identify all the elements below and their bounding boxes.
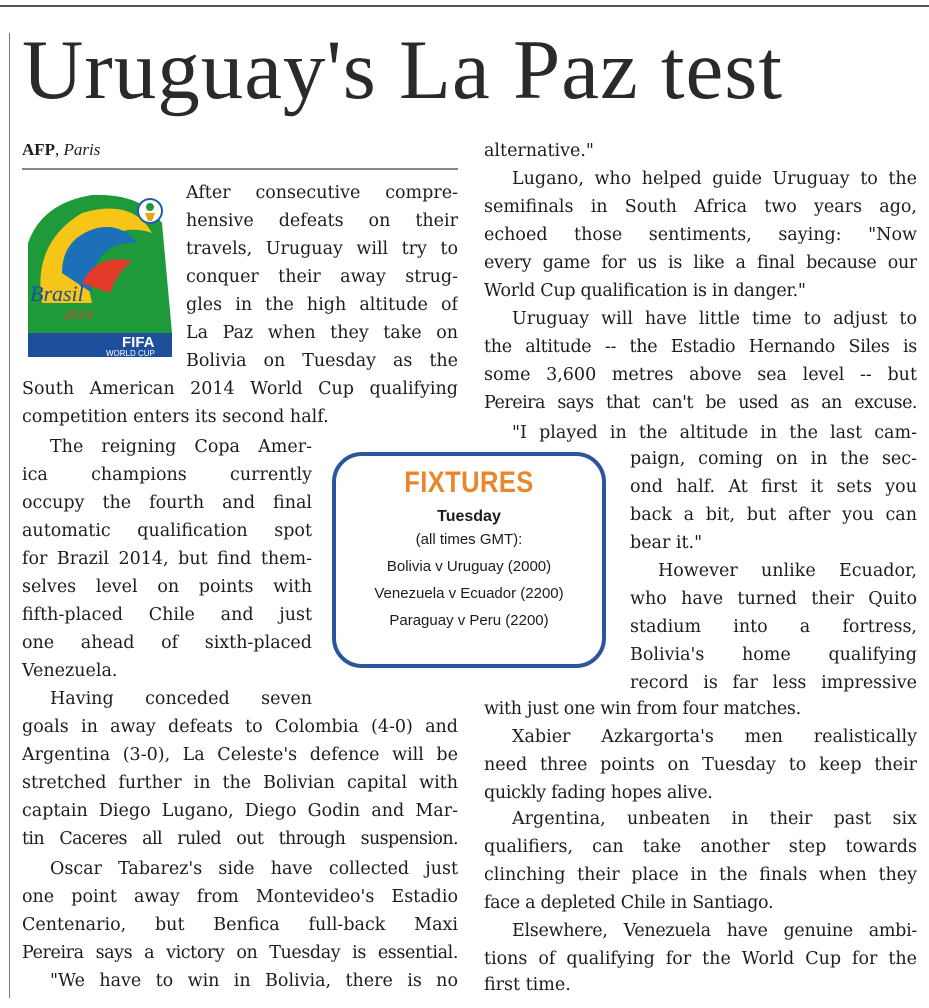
article-line: World Cup qualification is in danger." xyxy=(484,281,806,301)
headline: Uruguay's La Paz test xyxy=(22,23,783,117)
article-line: for Brazil 2014, but find them- xyxy=(22,549,312,569)
article-line: stretched further in the Bolivian capital with xyxy=(22,773,458,793)
article-line: who have turned their Quito xyxy=(630,589,917,609)
article-line: "We have to win in Bolivia, there is no xyxy=(50,971,458,991)
article-line: face a depleted Chile in Santiago. xyxy=(484,893,774,913)
article-line: one point away from Montevideo's Estadio xyxy=(22,887,458,907)
article-line: captain Diego Lugano, Diego Godin and Mar- xyxy=(22,801,458,821)
article-line: After consecutive compre- xyxy=(186,183,458,203)
article-line: every game for us is like a final because our xyxy=(484,253,917,273)
svg-text:WORLD CUP: WORLD CUP xyxy=(106,349,155,358)
brasil-2014-logo xyxy=(22,183,178,358)
byline-rule xyxy=(22,168,458,170)
article-line: quickly fading hopes alive. xyxy=(484,783,713,803)
fixture-match: Bolivia v Uruguay (2000) xyxy=(386,558,552,575)
article-line: "I played in the altitude in the last cam- xyxy=(512,423,917,443)
fixtures-day: Tuesday xyxy=(437,508,501,525)
article-line: Lugano, who helped guide Uruguay to the xyxy=(512,169,917,189)
article-line: Bolivia on Tuesday as the xyxy=(186,351,458,371)
article-line: alternative." xyxy=(484,141,594,161)
article-line: Uruguay will have little time to adjust to xyxy=(512,309,917,329)
article-line: Pereira says a victory on Tuesday is essential. xyxy=(22,943,458,963)
article-line: Venezuela. xyxy=(22,661,118,681)
top-rule xyxy=(0,5,929,7)
article-line: some 3,600 metres above sea level -- but xyxy=(484,365,917,385)
article-line: qualifiers, can take another step towards xyxy=(484,837,917,857)
fixtures-note: (all times GMT): xyxy=(415,531,523,548)
article-line: fifth-placed Chile and just xyxy=(22,605,312,625)
article-line: Oscar Tabarez's side have collected just xyxy=(50,859,458,879)
article-line: echoed those sentiments, saying: "Now xyxy=(484,225,917,245)
article-line: However unlike Ecuador, xyxy=(658,561,917,581)
article-line: Argentina, unbeaten in their past six xyxy=(512,809,917,829)
article-line: need three points on Tuesday to keep their xyxy=(484,755,917,775)
article-line: Having conceded seven xyxy=(50,689,312,709)
article-line: occupy the fourth and final xyxy=(22,493,312,513)
article-line: semifinals in South Africa two years ago, xyxy=(484,197,917,217)
article-line: record is far less impressive xyxy=(630,673,917,693)
article-line: ica champions currently xyxy=(22,465,312,485)
byline-city: Paris xyxy=(63,140,101,159)
article-line: back a bit, but after you can xyxy=(630,505,917,525)
article-line: Pereira says that can't be used as an excuse. xyxy=(484,393,917,413)
byline: AFP, Paris xyxy=(22,140,101,159)
article-line: South American 2014 World Cup qualifying xyxy=(22,379,458,399)
article-line: The reigning Copa Amer- xyxy=(50,437,312,457)
article-line: stadium into a fortress, xyxy=(630,617,917,637)
article-line: hensive defeats on their xyxy=(186,211,458,231)
fixtures-box xyxy=(332,452,606,668)
article-line: with just one win from four matches. xyxy=(484,699,801,719)
article-line: bear it." xyxy=(630,533,703,553)
fixtures-title: FIXTURES xyxy=(404,466,534,499)
fixture-match: Paraguay v Peru (2200) xyxy=(389,612,549,629)
article-line: Argentina (3-0), La Celeste's defence will be xyxy=(22,745,458,765)
svg-text:Brasil: Brasil xyxy=(30,281,84,306)
article-line: Centenario, but Benfica full-back Maxi xyxy=(22,915,458,935)
article-line: paign, coming on in the sec- xyxy=(630,449,917,469)
article-line: tin Caceres all ruled out through suspension. xyxy=(22,829,458,849)
article-line: gles in the high altitude of xyxy=(186,295,458,315)
article-line: La Paz when they take on xyxy=(186,323,458,343)
svg-text:FIFA: FIFA xyxy=(122,334,155,351)
article-line: Bolivia's home qualifying xyxy=(630,645,917,665)
article-line: competition enters its second half. xyxy=(22,407,329,427)
article-line: goals in away defeats to Colombia (4-0) and xyxy=(22,717,458,737)
article-line: the altitude -- the Estadio Hernando Siles is xyxy=(484,337,917,357)
article-line: one ahead of sixth-placed xyxy=(22,633,312,653)
article-line: ond half. At first it sets you xyxy=(630,477,917,497)
article-line: automatic qualification spot xyxy=(22,521,312,541)
article-line: Xabier Azkargorta's men realistically xyxy=(512,727,917,747)
article-line: clinching their place in the finals when they xyxy=(484,865,917,885)
fixture-match: Venezuela v Ecuador (2200) xyxy=(374,585,564,602)
article-line: conquer their away strug- xyxy=(186,267,458,287)
article-line: travels, Uruguay will try to xyxy=(186,239,458,259)
article-line: selves level on points with xyxy=(22,577,312,597)
article-line: Elsewhere, Venezuela have genuine ambi- xyxy=(512,921,917,941)
svg-text:2014: 2014 xyxy=(64,308,92,323)
byline-agency: AFP xyxy=(22,140,56,159)
article-line: tions of qualifying for the World Cup for the xyxy=(484,949,917,969)
left-column-rule xyxy=(9,33,10,998)
article-line: first time. xyxy=(484,975,571,995)
